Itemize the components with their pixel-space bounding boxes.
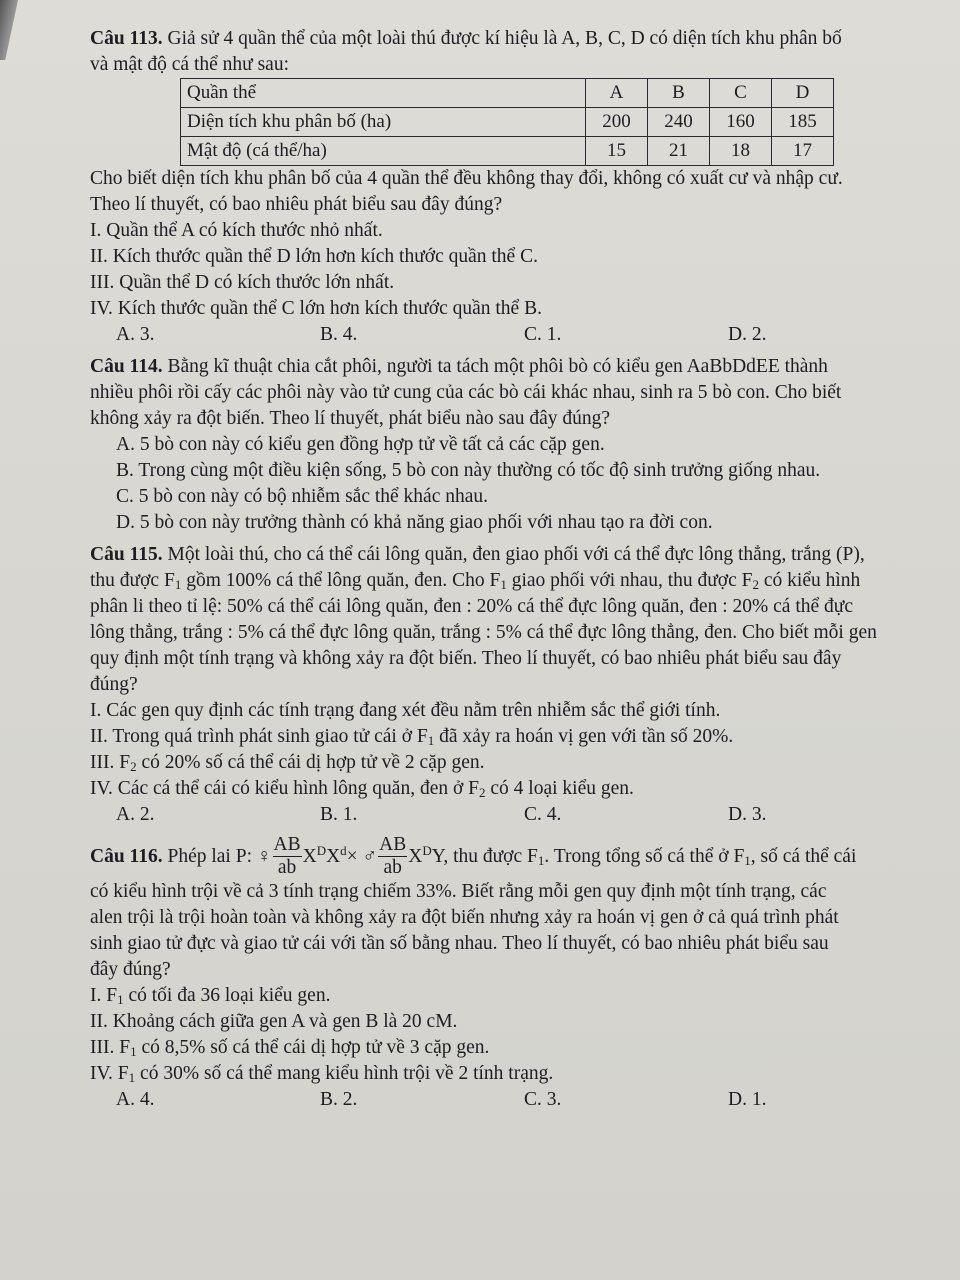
answer-choice-d[interactable]: D. 3. <box>728 804 767 825</box>
table-cell: A <box>586 79 648 108</box>
answer-choice-a[interactable]: A. 5 bò con này có kiểu gen đồng hợp tử về tất cả các cặp gen. <box>116 434 605 455</box>
question-text: Một loài thú, cho cá thể cái lông quăn, đen giao phối với cá thể đực lông thẳng, trắng (P), <box>167 544 865 565</box>
question-text: Bằng kĩ thuật chia cắt phôi, người ta tách một phôi bò có kiểu gen AaBbDdEE thành <box>167 356 828 377</box>
question-116 <box>90 834 920 1113</box>
table-cell: 185 <box>772 108 834 137</box>
statement: III. $F_2$ có 20% số cá thể cái dị hợp tử về 2 cặp gen. <box>90 752 485 774</box>
answer-choices <box>116 322 836 348</box>
question-number: Câu 116. <box>90 845 163 867</box>
table-cell: Mật độ (cá thể/ha) <box>181 137 586 166</box>
statement: II. Kích thước quần thể D lớn hơn kích thước quần thể C. <box>90 246 538 267</box>
question-number: Câu 113. <box>90 28 163 49</box>
table-cell: B <box>648 79 710 108</box>
table-cell: C <box>710 79 772 108</box>
table-cell: 200 <box>586 108 648 137</box>
answer-choice-c[interactable]: C. 3. <box>524 1089 562 1110</box>
answer-choices <box>116 1087 836 1113</box>
population-table <box>180 78 834 166</box>
question-number: Câu 114. <box>90 356 163 377</box>
question-115 <box>90 542 920 828</box>
question-text: đây đúng? <box>90 959 171 980</box>
answer-choice-c[interactable]: C. 4. <box>524 804 562 825</box>
table-cell: 17 <box>772 137 834 166</box>
genotype-fraction: $\frac{AB}{ab}$ <box>273 834 301 878</box>
statement: I. $F_1$ có tối đa 36 loại kiểu gen. <box>90 985 331 1007</box>
question-text: sinh giao tử đực và giao tử cái với tần số bằng nhau. Theo lí thuyết, có bao nhiêu phát biểu sau <box>90 933 829 954</box>
answer-choice-b[interactable]: B. 2. <box>320 1089 358 1110</box>
table-cell: Diện tích khu phân bố (ha) <box>181 108 586 137</box>
answer-choice-d[interactable]: D. 2. <box>728 324 767 345</box>
question-text: đúng? <box>90 674 138 695</box>
question-text: Cho biết diện tích khu phân bố của 4 quần thể đều không thay đổi, không có xuất cư và nhập cư. <box>90 168 843 189</box>
answer-choice-a[interactable]: A. 2. <box>116 804 155 825</box>
statement: IV. Các cá thể cái có kiểu hình lông quăn, đen ở $F_2$ có 4 loại kiểu gen. <box>90 778 634 800</box>
cross-formula: Câu 116. Phép lai P: ♀ $\frac{AB}{ab}$ $X^DX^d$ × ♂ $\frac{AB}{ab}$ $X^DY$, thu được $F_1$. Trong tổng số cá thể ở $F_1$, số cá thể cái <box>90 834 857 878</box>
table-row <box>181 108 834 137</box>
question-113 <box>90 26 920 348</box>
table-cell: D <box>772 79 834 108</box>
question-text: Giả sử 4 quần thể của một loài thú được kí hiệu là A, B, C, D có diện tích khu phân bố <box>167 28 842 49</box>
statement: III. $F_1$ có 8,5% số cá thể cái dị hợp tử về 3 cặp gen. <box>90 1037 490 1059</box>
table-cell: 240 <box>648 108 710 137</box>
table-cell: 15 <box>586 137 648 166</box>
question-number: Câu 115. <box>90 544 163 565</box>
table-cell: 21 <box>648 137 710 166</box>
answer-choices <box>116 802 836 828</box>
question-text: Theo lí thuyết, có bao nhiêu phát biểu sau đây đúng? <box>90 194 503 215</box>
answer-choice-d[interactable]: D. 5 bò con này trưởng thành có khả năng giao phối với nhau tạo ra đời con. <box>116 512 713 533</box>
question-text: và mật độ cá thể như sau: <box>90 54 290 75</box>
page-corner-shadow <box>0 0 18 60</box>
question-text: phân li theo tỉ lệ: 50% cá thể cái lông quăn, đen : 20% cá thể đực lông quăn, đen : 20% cá thể đực <box>90 596 853 617</box>
question-text: thu được $F_1$ gồm 100% cá thể lông quăn, đen. Cho $F_1$ giao phối với nhau, thu được $F_2$ có kiểu hình <box>90 570 861 592</box>
answer-choice-c[interactable]: C. 1. <box>524 324 562 345</box>
statement: II. Trong quá trình phát sinh giao tử cái ở $F_1$ đã xảy ra hoán vị gen với tần số 20%. <box>90 726 734 748</box>
answer-choice-a[interactable]: A. 3. <box>116 324 155 345</box>
question-text: quy định một tính trạng và không xảy ra đột biến. Theo lí thuyết, có bao nhiêu phát biểu sau đây <box>90 648 842 669</box>
question-text: có kiểu hình trội về cả 3 tính trạng chiếm 33%. Biết rằng mỗi gen quy định một tính trạng, các <box>90 881 827 902</box>
statement: II. Khoảng cách giữa gen A và gen B là 20 cM. <box>90 1011 458 1032</box>
statement: III. Quần thể D có kích thước lớn nhất. <box>90 272 395 293</box>
table-cell: 18 <box>710 137 772 166</box>
answer-choice-b[interactable]: B. Trong cùng một điều kiện sống, 5 bò con này thường có tốc độ sinh trưởng giống nhau. <box>116 460 821 481</box>
table-cell: Quần thể <box>181 79 586 108</box>
table-header-row <box>181 79 834 108</box>
answer-choice-b[interactable]: B. 1. <box>320 804 358 825</box>
table-row <box>181 137 834 166</box>
answer-choice-a[interactable]: A. 4. <box>116 1089 155 1110</box>
statement: IV. $F_1$ có 30% số cá thể mang kiểu hình trội về 2 tính trạng. <box>90 1063 554 1085</box>
statement: I. Các gen quy định các tính trạng đang xét đều nằm trên nhiễm sắc thể giới tính. <box>90 700 721 721</box>
answer-choice-d[interactable]: D. 1. <box>728 1089 767 1110</box>
question-text: lông thẳng, trắng : 5% cá thể đực lông quăn, trắng : 5% cá thể đực lông thẳng, đen. Cho biết mỗi gen <box>90 622 877 643</box>
statement: I. Quần thể A có kích thước nhỏ nhất. <box>90 220 383 241</box>
answer-choice-b[interactable]: B. 4. <box>320 324 358 345</box>
question-114 <box>90 354 920 536</box>
statement: IV. Kích thước quần thể C lớn hơn kích thước quần thể B. <box>90 298 542 319</box>
table-cell: 160 <box>710 108 772 137</box>
answer-choice-c[interactable]: C. 5 bò con này có bộ nhiễm sắc thể khác nhau. <box>116 486 489 507</box>
question-text: alen trội là trội hoàn toàn và không xảy ra đột biến nhưng xảy ra hoán vị gen ở cả quá trình phát <box>90 907 839 928</box>
genotype-fraction: $\frac{AB}{ab}$ <box>379 834 407 878</box>
question-text: không xảy ra đột biến. Theo lí thuyết, phát biểu nào sau đây đúng? <box>90 408 611 429</box>
question-text: nhiều phôi rồi cấy các phôi này vào tử cung của các bò cái khác nhau, sinh ra 5 bò con. Cho biết <box>90 382 842 403</box>
